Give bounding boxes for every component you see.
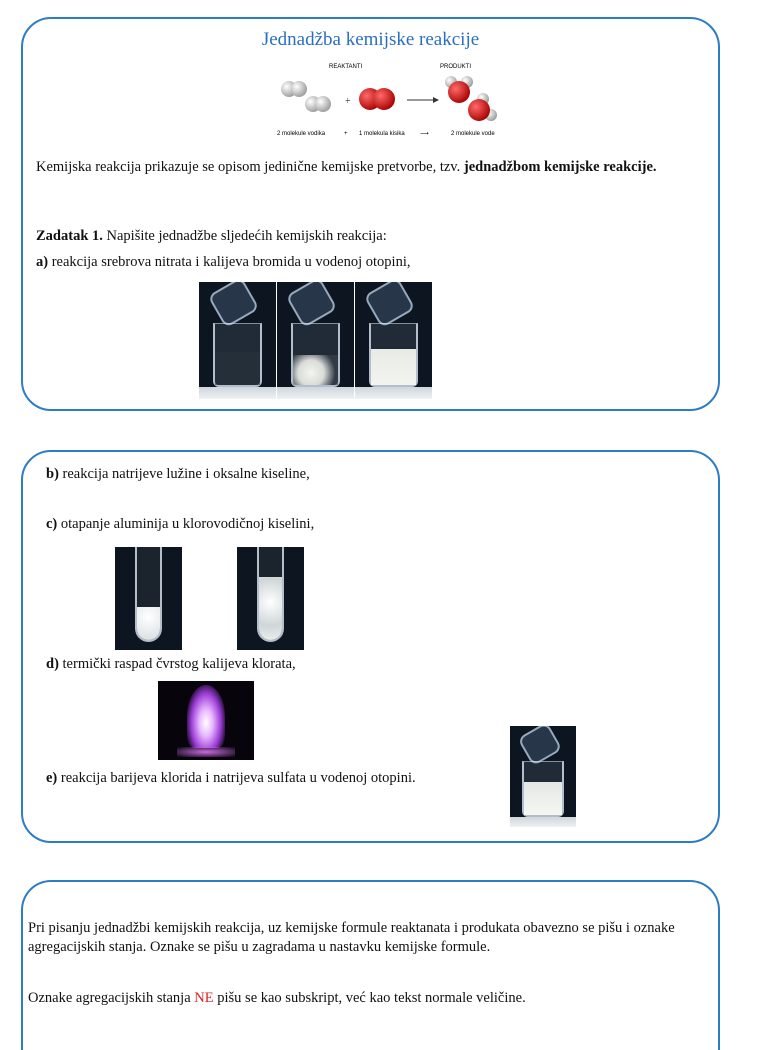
item-b-text: reakcija natrijeve lužine i oksalne kiseline,	[58, 466, 310, 482]
item-a	[36, 253, 706, 272]
caption-arrow: ⟶	[420, 131, 429, 137]
water-molecule	[468, 93, 497, 121]
plus-sign: +	[345, 96, 351, 107]
hydrogen-molecule	[281, 81, 307, 97]
note2-text-before: Oznake agregacijskih stanja	[28, 990, 195, 1006]
task-label: Zadatak 1.	[36, 228, 103, 244]
intro-paragraph	[36, 158, 706, 177]
products-label: PRODUKTI	[440, 64, 472, 70]
beaker-photo-milky	[355, 282, 432, 399]
beaker-photo-clear	[199, 282, 276, 399]
item-c-text: otapanje aluminija u klorovodičnoj kiselini,	[57, 516, 315, 532]
intro-panel	[21, 17, 720, 411]
item-b-label: b)	[46, 466, 59, 482]
note-paragraph-1: Pri pisanju jednadžbi kemijskih reakcija, uz kemijske formule reaktanata i produkata obavezno se pišu i oznake agregacijskih stanja. Oznake se pišu u zagradama u nastavku kemijske formule.	[28, 920, 675, 955]
item-c-label: c)	[46, 516, 58, 532]
note2-text-after: pišu se kao subskript, već kao tekst normale veličine.	[213, 990, 526, 1006]
item-e-text: reakcija barijeva klorida i natrijeva sulfata u vodenoj otopini.	[57, 770, 416, 786]
beaker-photo-precipitate	[277, 282, 354, 399]
notes-panel	[21, 880, 720, 1050]
item-a-text: reakcija srebrova nitrata i kalijeva bromida u vodenoj otopini,	[48, 254, 411, 270]
item-e	[46, 769, 506, 788]
reaction-arrow	[407, 97, 439, 103]
water-molecule	[445, 76, 473, 103]
item-d	[46, 655, 686, 674]
note-paragraph-2	[28, 989, 708, 1008]
reactants-label: REAKTANTI	[329, 64, 363, 70]
tasks-panel	[21, 450, 720, 843]
item-c	[46, 515, 686, 534]
hydrogen-molecule	[305, 96, 331, 112]
caption-hydrogen: 2 molekule vodika	[277, 131, 326, 137]
flame-photo	[158, 681, 254, 760]
test-tube-photo-2	[237, 547, 304, 650]
oxygen-molecule	[359, 88, 395, 110]
task-text: Napišite jednadžbe sljedećih kemijskih reakcija:	[102, 228, 387, 244]
item-b	[46, 465, 686, 484]
section-title: Jednadžba kemijske reakcije	[261, 29, 480, 50]
caption-oxygen: 1 molekula kisika	[359, 131, 405, 137]
note2-ne-highlight: NE	[194, 990, 214, 1006]
item-d-text: termički raspad čvrstog kalijeva klorata,	[58, 656, 296, 672]
caption-water: 2 molekule vode	[451, 131, 495, 137]
task-heading	[36, 227, 706, 246]
intro-bold: jednadžbom kemijske reakcije.	[463, 159, 657, 175]
intro-text: Kemijska reakcija prikazuje se opisom jedinične kemijske pretvorbe, tzv.	[36, 159, 464, 175]
item-d-label: d)	[46, 656, 59, 672]
caption-plus: +	[344, 131, 348, 137]
item-a-label: a)	[36, 254, 49, 270]
test-tube-photo-1	[115, 547, 182, 650]
molecule-diagram	[255, 59, 499, 141]
beaker-photo-sulfate	[510, 726, 576, 827]
item-e-label: e)	[46, 770, 58, 786]
